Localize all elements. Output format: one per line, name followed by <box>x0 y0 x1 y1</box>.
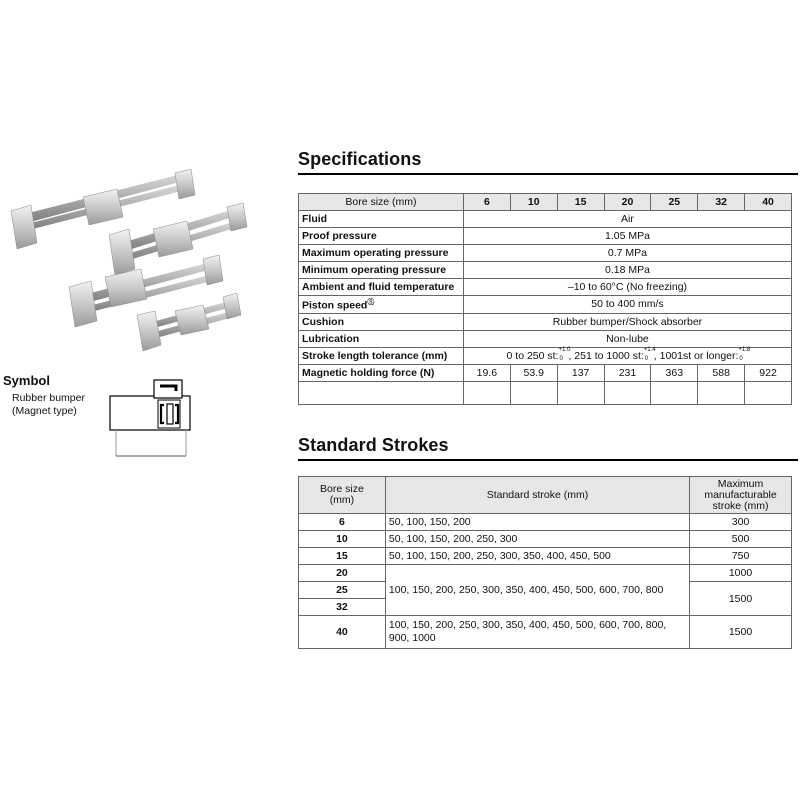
bore-header: 6 <box>463 194 510 211</box>
cylinder-4 <box>137 293 241 351</box>
spec-row-stroke-tolerance <box>299 347 792 364</box>
tol-text: 0 to 250 st: <box>506 349 559 362</box>
bore-value: 6 <box>299 514 386 531</box>
tolerance-3 <box>738 346 751 362</box>
force-value: 137 <box>557 364 604 381</box>
cylinder-2 <box>109 203 247 275</box>
force-value: 922 <box>745 364 792 381</box>
blank-cell <box>510 381 557 404</box>
spec-value: 0.18 MPa <box>463 262 791 279</box>
blank-cell <box>463 381 510 404</box>
force-value: 231 <box>604 364 651 381</box>
specifications-rule <box>298 173 798 175</box>
bore-value: 32 <box>299 599 386 616</box>
blank-cell <box>745 381 792 404</box>
spec-row-magnetic-force <box>299 364 792 381</box>
max-value: 500 <box>690 531 792 548</box>
spec-label: Cushion <box>299 313 464 330</box>
strokes-value: 50, 100, 150, 200, 250, 300 <box>385 531 689 548</box>
bore-value: 15 <box>299 548 386 565</box>
spec-value: Rubber bumper/Shock absorber <box>463 313 791 330</box>
spec-row-cushion <box>299 313 792 330</box>
tol-lower: 0 <box>739 355 743 362</box>
header-max-stroke: Maximum manufacturable stroke (mm) <box>690 477 792 514</box>
tol-lower: 0 <box>644 355 649 362</box>
spec-label: Magnetic holding force (N) <box>299 364 464 381</box>
spec-value: 0.7 MPa <box>463 245 791 262</box>
bore-header: 40 <box>745 194 792 211</box>
spec-value: 1.05 MPa <box>463 228 791 245</box>
force-value: 19.6 <box>463 364 510 381</box>
spec-row-max-pressure <box>299 245 792 262</box>
spec-row-blank <box>299 381 792 404</box>
product-photo-cylinders <box>5 165 255 365</box>
spec-value: –10 to 60°C (No freezing) <box>463 279 791 296</box>
tolerance-1 <box>558 346 571 362</box>
symbol-line1: Rubber bumper <box>12 392 85 404</box>
spec-label: Stroke length tolerance (mm) <box>299 347 464 364</box>
standard-strokes-rule <box>298 459 798 461</box>
spec-label: Proof pressure <box>299 228 464 245</box>
strokes-row-40 <box>299 616 792 649</box>
force-value: 53.9 <box>510 364 557 381</box>
max-value: 1500 <box>690 616 792 649</box>
strokes-value: 100, 150, 200, 250, 300, 350, 400, 450, 500, 600, 700, 800, 900, 1000 <box>385 616 689 649</box>
spec-row-proof-pressure <box>299 228 792 245</box>
max-value: 1500 <box>690 582 792 616</box>
strokes-row-6 <box>299 514 792 531</box>
header-bore-size: Bore size (mm) <box>299 477 386 514</box>
max-value: 750 <box>690 548 792 565</box>
standard-strokes-table <box>298 476 792 649</box>
strokes-header-row <box>299 477 792 514</box>
bore-value: 20 <box>299 565 386 582</box>
specifications-table <box>298 193 792 405</box>
standard-strokes-title: Standard Strokes <box>298 435 449 455</box>
spec-row-fluid <box>299 211 792 228</box>
symbol-diagram <box>106 376 198 458</box>
blank-cell <box>604 381 651 404</box>
spec-row-piston-speed <box>299 296 792 314</box>
spec-label: Minimum operating pressure <box>299 262 464 279</box>
spec-label: Maximum operating pressure <box>299 245 464 262</box>
blank-cell <box>651 381 698 404</box>
strokes-value: 50, 100, 150, 200, 250, 300, 350, 400, 450, 500 <box>385 548 689 565</box>
header-standard-stroke: Standard stroke (mm) <box>385 477 689 514</box>
bore-header: 15 <box>557 194 604 211</box>
tol-text: , 251 to 1000 st: <box>568 349 644 362</box>
note-mark: Ⓢ <box>367 299 375 306</box>
blank-cell <box>557 381 604 404</box>
symbol-title: Symbol <box>3 373 50 388</box>
spec-label: Ambient and fluid temperature <box>299 279 464 296</box>
spec-header-label: Bore size (mm) <box>299 194 464 211</box>
tol-lower: 0 <box>559 355 563 362</box>
symbol-line2: (Magnet type) <box>12 405 77 417</box>
spec-row-lubrication <box>299 330 792 347</box>
bore-header: 32 <box>698 194 745 211</box>
strokes-value: 50, 100, 150, 200 <box>385 514 689 531</box>
spec-label: Piston speed <box>302 299 368 312</box>
bore-value: 10 <box>299 531 386 548</box>
force-value: 363 <box>651 364 698 381</box>
max-value: 1000 <box>690 565 792 582</box>
specifications-title: Specifications <box>298 149 422 169</box>
strokes-row-10 <box>299 531 792 548</box>
max-value: 300 <box>690 514 792 531</box>
tol-text: , 1001st or longer: <box>653 349 739 362</box>
tol-upper: +1.4 <box>643 346 656 353</box>
strokes-row-15 <box>299 548 792 565</box>
tol-upper: +1.0 <box>558 346 571 353</box>
strokes-row-20 <box>299 565 792 582</box>
bore-header: 20 <box>604 194 651 211</box>
spec-label-piston-speed <box>299 296 464 314</box>
spec-row-min-pressure <box>299 262 792 279</box>
spec-value: 50 to 400 mm/s <box>463 296 791 314</box>
bore-value: 40 <box>299 616 386 649</box>
spec-row-temperature <box>299 279 792 296</box>
bore-header: 10 <box>510 194 557 211</box>
bore-value: 25 <box>299 582 386 599</box>
spec-value: Air <box>463 211 791 228</box>
spec-value: Non-lube <box>463 330 791 347</box>
bore-header: 25 <box>651 194 698 211</box>
spec-label: Fluid <box>299 211 464 228</box>
tol-upper: +1.8 <box>738 346 751 353</box>
spec-header-row <box>299 194 792 211</box>
force-value: 588 <box>698 364 745 381</box>
stroke-tolerance-value <box>463 347 791 364</box>
spec-label: Lubrication <box>299 330 464 347</box>
strokes-value-group: 100, 150, 200, 250, 300, 350, 400, 450, 500, 600, 700, 800 <box>385 565 689 616</box>
blank-cell <box>698 381 745 404</box>
tolerance-2 <box>643 346 656 362</box>
blank-cell <box>299 381 464 404</box>
